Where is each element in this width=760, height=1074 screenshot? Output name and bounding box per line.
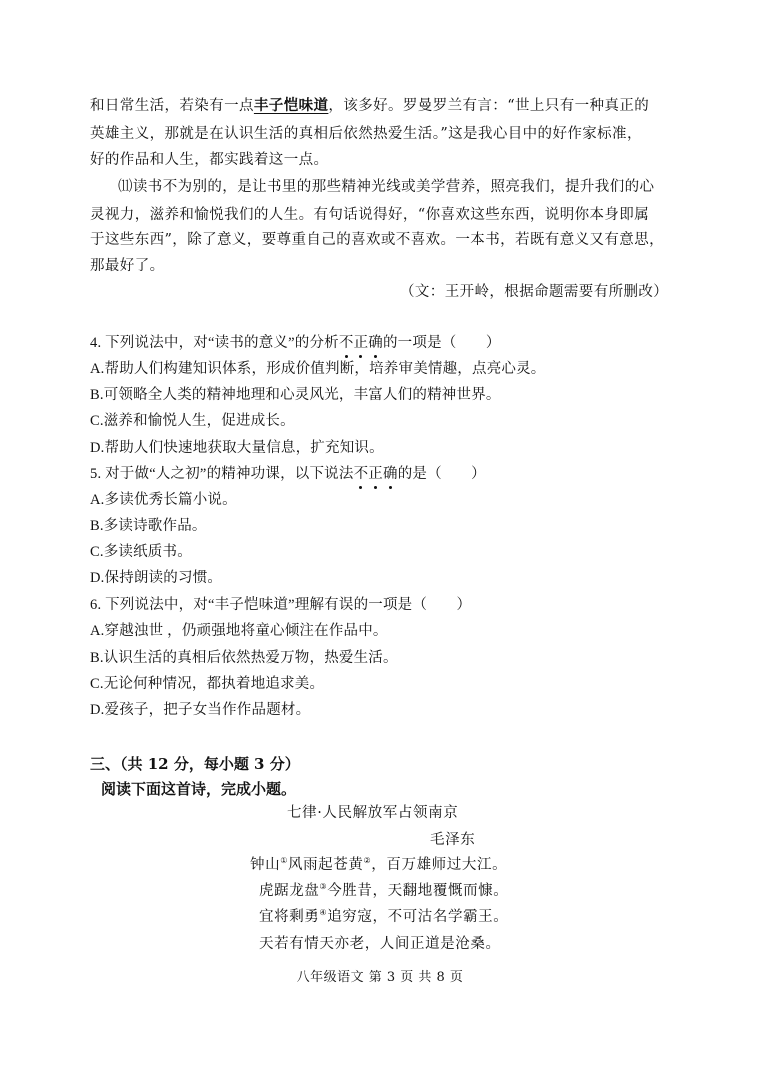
footnote-marker: ② bbox=[363, 856, 372, 866]
poem-text: 风雨起苍黄 bbox=[287, 857, 364, 873]
answer-option: A.多读优秀长篇小说。 bbox=[90, 492, 237, 508]
footnote-marker: ③ bbox=[319, 882, 328, 892]
emphasis-dot-char: 确 bbox=[368, 335, 383, 351]
footnote-marker: ④ bbox=[319, 908, 328, 918]
section-instruction: 阅读下面这首诗，完成小题。 bbox=[101, 780, 297, 798]
poem-text: 追穷寇，不可沽名学霸王。 bbox=[327, 909, 509, 925]
answer-option: D.帮助人们快速地获取大量信息，扩充知识。 bbox=[90, 440, 384, 456]
question-stem bbox=[90, 333, 501, 353]
passage-line: 好的作品和人生，都实践着这一点。 bbox=[90, 152, 329, 168]
emphasis-dot-char: 正 bbox=[353, 335, 369, 351]
poem-text: 钟山 bbox=[250, 857, 281, 873]
answer-option: B.认识生活的真相后依然热爱万物，热爱生活。 bbox=[90, 650, 398, 666]
answer-option: B.多读诗歌作品。 bbox=[90, 518, 207, 534]
poem-line: 天若有情天亦老，人间正道是沧桑。 bbox=[259, 936, 501, 952]
poem-line bbox=[259, 907, 508, 927]
section-heading: 三、（共 12 分，每小题 3 分） bbox=[90, 755, 300, 773]
stem-text: 4. 下列说法中，对“读书的意义”的分析 bbox=[90, 335, 339, 351]
stem-text: 的是（ ） bbox=[397, 466, 486, 482]
poem-line bbox=[259, 881, 508, 901]
answer-option: A.穿越浊世 ，仍顽强地将童心倾注在作品中。 bbox=[90, 623, 388, 639]
emphasis-dot-char: 确 bbox=[382, 466, 398, 482]
question-stem: 6. 下列说法中，对“丰子恺味道”理解有误的一项是（ ） bbox=[90, 597, 472, 613]
answer-option: D.保持朗读的习惯。 bbox=[90, 570, 223, 586]
passage-line: 于这些东西”，除了意义，要尊重自己的喜欢或不喜欢。一本书，若既有意义又有意思， bbox=[90, 232, 665, 248]
page-footer: 八年级语文 第 3 页 共 8 页 bbox=[296, 970, 464, 985]
answer-option: D.爱孩子，把子女当作作品题材。 bbox=[90, 702, 311, 718]
passage-line: ⑾读书不为别的，是让书里的那些精神光线或美学营养，照亮我们，提升我们的心 bbox=[118, 179, 655, 195]
answer-option: B.可领略全人类的精神地理和心灵风光，丰富人们的精神世界。 bbox=[90, 387, 501, 403]
poem-author: 毛泽东 bbox=[430, 832, 476, 848]
passage-source: （文：王开岭，根据命题需要有所删改） bbox=[400, 284, 669, 300]
emphasis-dot-char: 不 bbox=[338, 335, 354, 351]
stem-text: 的一项是（ ） bbox=[382, 335, 501, 351]
stem-text: 5. 对于做“人之初”的精神功课，以下说法 bbox=[90, 466, 354, 482]
emphasis-dot-char: 正 bbox=[368, 466, 383, 482]
poem-line bbox=[250, 855, 507, 875]
passage-line: 那最好了。 bbox=[90, 258, 165, 274]
answer-option: C.滋养和愉悦人生，促进成长。 bbox=[90, 413, 295, 429]
answer-option: C.多读纸质书。 bbox=[90, 544, 192, 560]
passage-text: ，该多好。罗曼罗兰有言：“世上只有一种真正的 bbox=[328, 98, 650, 114]
passage-line bbox=[90, 96, 649, 116]
answer-option: C.无论何种情况，都执着地追求美。 bbox=[90, 676, 325, 692]
footnote-marker: ① bbox=[280, 856, 288, 866]
passage-text: 和日常生活，若染有一点 bbox=[90, 98, 254, 114]
poem-text: 今胜昔，天翻地覆慨而慷。 bbox=[327, 883, 509, 899]
poem-text: ，百万雄师过大江。 bbox=[371, 857, 508, 873]
poem-text: 虎踞龙盘 bbox=[259, 883, 320, 899]
poem-text: 宜将剩勇 bbox=[259, 909, 320, 925]
question-stem bbox=[90, 464, 486, 484]
passage-line: 英雄主义，那就是在认识生活的真相后依然热爱生活。”这是我心目中的好作家标准， bbox=[90, 126, 642, 142]
emphasized-phrase: 丰子恺味道 bbox=[253, 97, 329, 114]
emphasis-dot-char: 不 bbox=[353, 466, 369, 482]
poem-title: 七律·人民解放军占领南京 bbox=[287, 805, 459, 821]
passage-line: 灵视力，滋养和愉悦我们的人生。有句话说得好，“你喜欢这些东西，说明你本身即属 bbox=[90, 207, 650, 223]
answer-option: A.帮助人们构建知识体系，形成价值判断，培养审美情趣，点亮心灵。 bbox=[90, 361, 546, 377]
